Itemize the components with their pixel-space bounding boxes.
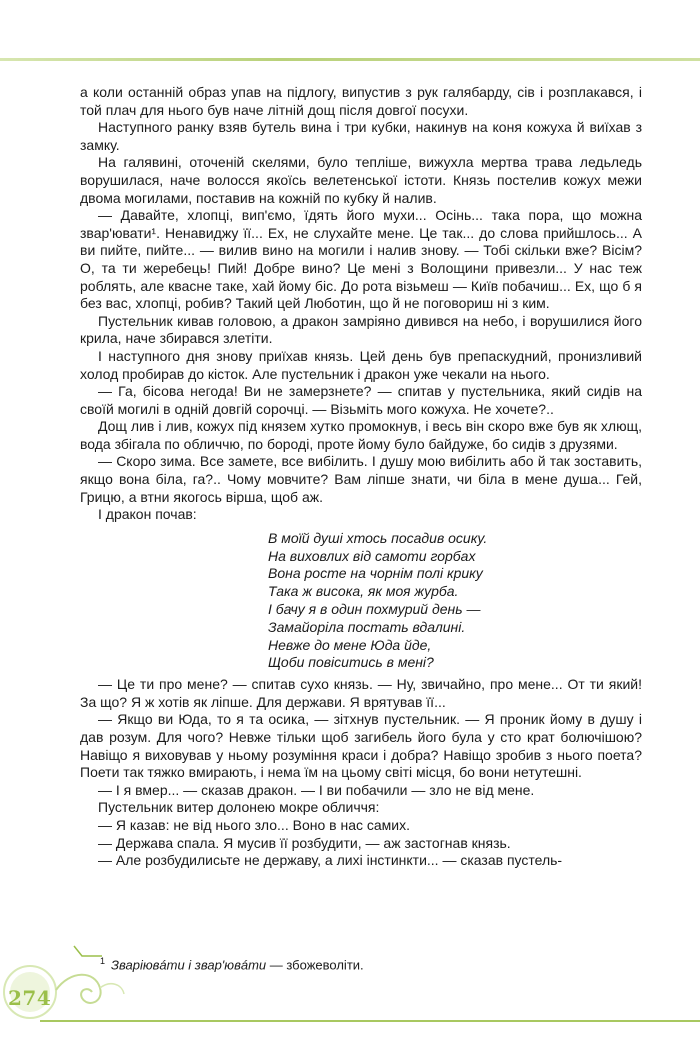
paragraph: а коли останній образ упав на підлогу, випустив з рук галябарду, сів і розплакався, і той плач для нього був наче літній дощ після довгої посухи. (80, 84, 642, 118)
poem-line: Замайоріла постать вдалині. (268, 618, 466, 635)
footnote-term: Зваріювáти і звар'ювáти (111, 957, 267, 973)
paragraph: Наступного ранку взяв бутель вина і три кубки, накинув на коня кожуха й виїхав з замку. (80, 119, 642, 153)
paragraph: Пустельник кивав головою, а дракон замріяно дивився на небо, і ворушилися його крила, наче збирався злетіти. (80, 312, 642, 347)
paragraph: Дощ лив і лив, кожух під князем хутко промокнув, і весь він скоро вже був як хлющ, вода збігала по обличчю, по бороді, проте йому було байдуже, бо сидів з друзями. (80, 418, 642, 452)
poem-line: Вона росте на чорнім полі крику (268, 565, 483, 582)
poem-line: В моїй душі хтось посадив осику. (268, 529, 488, 546)
paragraph: — Скоро зима. Все замете, все вибілить. І душу мою вибілить або й так зоставить, якщо вона біла, га?.. Чому мовчите? Вам ліпше знати, чи біла в мене душа... Гей, Грицю, а втни якогось вірша, щоб аж. (80, 453, 642, 505)
footnote-mark: 1 (100, 956, 106, 966)
poem-line: Щоби повіситись в мені? (268, 654, 434, 671)
poem (268, 530, 642, 672)
paragraph: — Га, бісова негода! Ви не замерзнете? — спитав у пустельника, який сидів на своїй могилі в одній довгій сорочці. — Візьміть мого кожуха. Не хочете?.. (80, 383, 642, 417)
footnote (100, 953, 364, 973)
main-text (80, 84, 642, 870)
poem-line: Невже до мене Юда йде, (268, 636, 432, 653)
top-decorative-rule (0, 58, 700, 61)
paragraph: — Якщо ви Юда, то я та осика, — зітхнув пустельник. — Я проник йому в душу і дав розум. Для чого? Невже тільки щоб загибель його була у сто крат болючішою? Навіщо я виховував у ньому розуміння краси і добра? Навіщо зробив з нього поета? Поети так тяжко вмирають, і нема їм на цьому світі місця, бо вони нетутешні. (80, 711, 642, 781)
paragraph: І дракон почав: (98, 506, 197, 523)
paragraph: — Держава спала. Я мусив її розбудити, — аж застогнав князь. (98, 834, 511, 851)
paragraph: — Це ти про мене? — спитав сухо князь. — Ну, звичайно, про мене... От ти який! За що? Я ж хотів як ліпше. Для держави. Я врятував її... (80, 676, 642, 710)
paragraph: — І я вмер... — сказав дракон. — І ви побачили — зло не від мене. (98, 781, 535, 798)
paragraph: — Давайте, хлопці, вип'ємо, їдять його мухи... Осінь... така пора, що можна звар'ювати¹. Ненавиджу її... Ех, не слухайте мене. Це так... до слова прийшлось... А ви пийте, пийте... — вилив вино на могили і налив знову. — Тобі скільки вже? Вісім? О, та ти жеребець! Пий! Добре вино? Це мені з Волощини привезли... У нас теж роблять, але квасне таке, хай йому біс. До рота візьмеш — Київ побачиш... Ех, що б я без вас, хлопці, робив? Такий цей Люботин, що й не поговориш ні з ким. (80, 207, 642, 312)
paragraph: — Але розбудилисьте не державу, а лихі інстинкти... — сказав пустель- (98, 852, 563, 869)
paragraph: — Я казав: не від нього зло... Воно в нас самих. (98, 816, 410, 833)
paragraph: І наступного дня знову приїхав князь. Цей день був препаскудний, пронизливий холод пробирав до кісток. Але пустельник і дракон уже чекали на нього. (80, 347, 642, 382)
poem-line: І бачу я в один похмурий день — (268, 601, 481, 618)
paragraph: Пустельник витер долонею мокре обличчя: (98, 799, 380, 816)
poem-line: Така ж висока, як моя журба. (268, 583, 459, 600)
poem-line: На виховлих від самоти горбах (268, 547, 476, 564)
page-number: 274 (8, 986, 52, 1010)
paragraph: На галявині, оточеній скелями, було тепліше, вижухла мертва трава ледьледь ворушилася, наче волосся якоїсь велетенської істоти. Князь постелив кожух межи двома могилами, поставив на кожній по кубку й налив. (80, 154, 642, 206)
footnote-definition: — збожеволіти. (266, 957, 364, 973)
bottom-decorative-rule (40, 1020, 700, 1022)
